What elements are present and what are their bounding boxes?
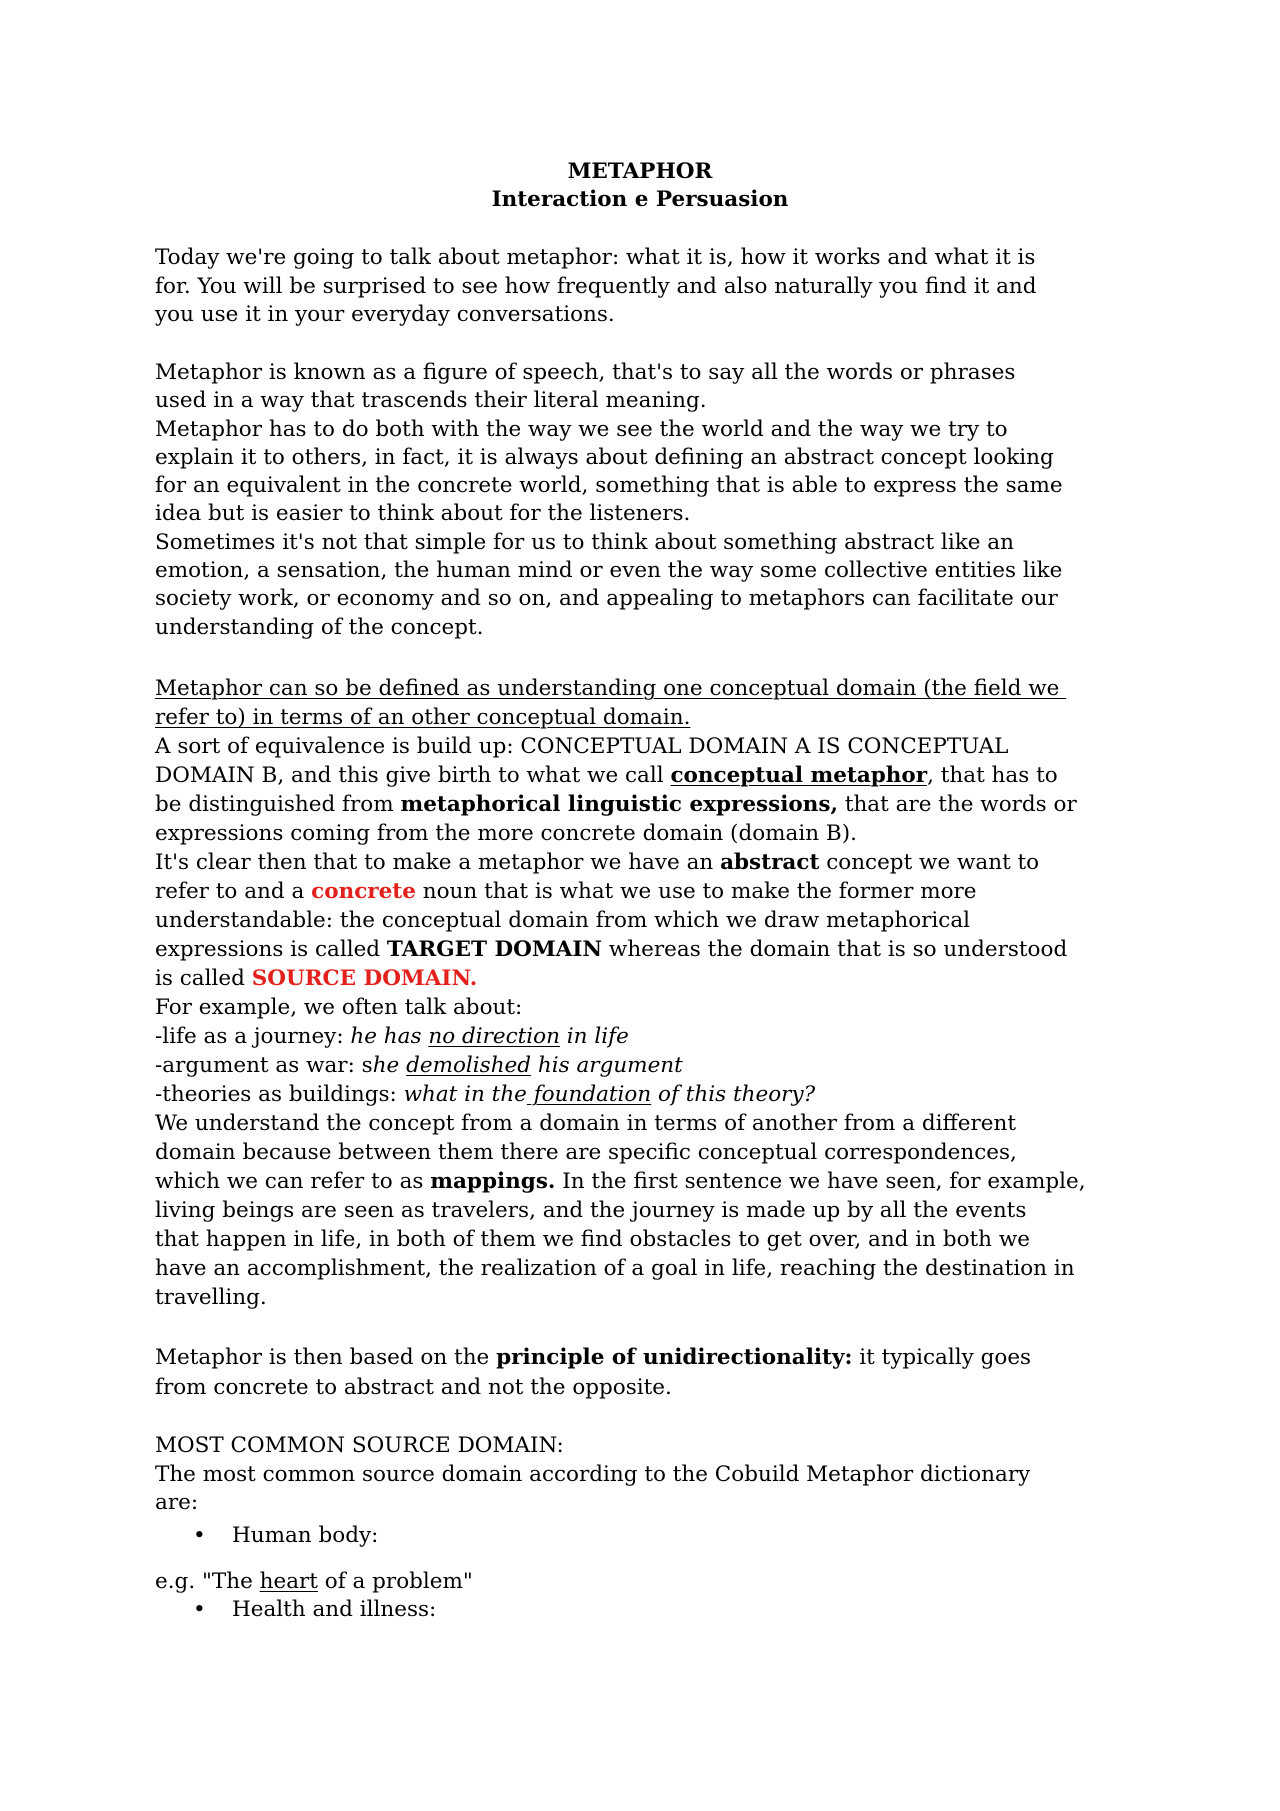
term-concrete: concrete [311, 879, 416, 904]
example-sentence: in life [559, 1024, 629, 1049]
bullet-icon: • [193, 1597, 206, 1622]
line-text: whereas the domain that is so understood [602, 937, 1068, 962]
conceptual-line: living beings are seen as travelers, and the journey is made up by all the events [155, 1198, 1027, 1223]
definition-paragraph [155, 359, 1255, 642]
definition-line: society work, or economy and so on, and appealing to metaphors can facilitate our [155, 586, 1058, 612]
example-argument-as-war [155, 1051, 1255, 1080]
example-theories-as-buildings [155, 1080, 1255, 1109]
line-text: expressions is called [155, 937, 387, 962]
example-heart-of-problem [155, 1568, 1255, 1596]
definition-line: Sometimes it's not that simple for us to think about something abstract like an [155, 529, 1014, 555]
term-principle-of-unidirectionality: principle of unidirectionality: [496, 1345, 853, 1370]
line-text: , that has to [927, 763, 1058, 788]
example-sentence: of this theory? [651, 1082, 816, 1107]
definition-line: Metaphor has to do both with the way we see the world and the way we try to [155, 416, 1008, 442]
conceptual-line: understandable: the conceptual domain from which we draw metaphorical [155, 908, 971, 933]
line-text: noun that is what we use to make the former more [415, 879, 977, 904]
line-text: DOMAIN B, and this give birth to what we call [155, 763, 671, 788]
line-text: that are the words or [837, 792, 1077, 817]
unidirectionality-line [155, 1343, 1255, 1373]
definition-line: Metaphor is known as a figure of speech, that's to say all the words or phrases [155, 360, 1016, 385]
bullet-icon: • [193, 1523, 206, 1548]
unidirectionality-line: from concrete to abstract and not the opposite. [155, 1375, 672, 1400]
line-text: of a problem" [317, 1569, 473, 1594]
page-subtitle: Interaction e Persuasion [491, 187, 789, 212]
line-text: In the first sentence we have seen, for example, [555, 1169, 1086, 1194]
term-metaphorical-linguistic-expressions: metaphorical linguistic expressions, [400, 792, 838, 817]
conceptual-line: travelling. [155, 1285, 267, 1310]
list-item-label: Human body: [232, 1523, 379, 1548]
line-text: It's clear then that to make a metaphor we have an [155, 850, 721, 875]
intro-line: for. You will be surprised to see how frequently and also naturally you find it and [155, 273, 1037, 299]
example-sentence: he [372, 1053, 407, 1078]
conceptual-line [155, 935, 1255, 964]
intro-line: you use it in your everyday conversations. [155, 302, 615, 327]
conceptual-line [155, 877, 1255, 906]
conceptual-line [155, 761, 1255, 790]
definition-line: for an equivalent in the concrete world, something that is able to express the same [155, 473, 1063, 499]
term-conceptual-metaphor: conceptual metaphor [670, 763, 928, 788]
conceptual-line: We understand the concept from a domain in terms of another from a different [155, 1111, 1016, 1136]
conceptual-line: A sort of equivalence is build up: CONCEPTUAL DOMAIN A IS CONCEPTUAL [155, 734, 1009, 759]
list-item-human-body [155, 1522, 1255, 1550]
line-text: -argument as war: s [155, 1053, 373, 1078]
list-item-label: Health and illness: [232, 1597, 437, 1622]
definition-statement-line: refer to) in terms of an other conceptual domain. [155, 705, 691, 730]
conceptual-line [155, 964, 1255, 993]
definition-line: understanding of the concept. [155, 614, 484, 640]
list-item [155, 1596, 1255, 1624]
definition-line: idea but is easier to think about for the listeners. [155, 501, 691, 527]
line-text: -life as a journey: [155, 1024, 351, 1049]
definition-statement-line: Metaphor can so be defined as understanding one conceptual domain (the field we [155, 676, 1067, 701]
line-text: e.g. "The [155, 1569, 260, 1594]
example-keyword: no direction [428, 1024, 560, 1049]
definition-line: explain it to others, in fact, it is always about defining an abstract concept looking [155, 444, 1054, 470]
term-abstract: abstract [720, 850, 820, 875]
term-mappings: mappings. [430, 1169, 556, 1194]
example-sentence: what in the [403, 1082, 527, 1107]
definition-line: used in a way that trascends their literal meaning. [155, 388, 707, 414]
definition-line: emotion, a sensation, the human mind or even the way some collective entities like [155, 558, 1063, 584]
conceptual-line: For example, we often talk about: [155, 995, 523, 1020]
title-block [0, 158, 1280, 214]
source-domains-section [155, 1432, 1255, 1518]
line-text: Metaphor is then based on the [155, 1345, 497, 1370]
conceptual-line [155, 790, 1255, 819]
source-domain-line: The most common source domain according to the Cobuild Metaphor dictionary [155, 1461, 1031, 1487]
conceptual-line: that happen in life, in both of them we find obstacles to get over, and in both we [155, 1227, 1030, 1252]
conceptual-line [155, 1167, 1255, 1196]
list-item [155, 1522, 1255, 1550]
unidirectionality-paragraph [155, 1343, 1255, 1403]
example-keyword: heart [259, 1569, 318, 1594]
line-text: be distinguished from [155, 792, 401, 817]
conceptual-metaphor-section [155, 674, 1255, 1312]
example-keyword: foundation [526, 1082, 652, 1107]
list-item-health-and-illness [155, 1596, 1255, 1624]
line-text: is called [155, 966, 252, 991]
intro-paragraph [155, 244, 1255, 330]
line-text: it typically goes [852, 1345, 1032, 1370]
conceptual-line: domain because between them there are specific conceptual correspondences, [155, 1140, 1017, 1165]
page-title: METAPHOR [567, 159, 713, 184]
source-domain-heading: MOST COMMON SOURCE DOMAIN: [155, 1433, 564, 1458]
term-source-domain: SOURCE DOMAIN. [251, 966, 478, 991]
example-life-as-journey [155, 1022, 1255, 1051]
example-sentence: he has [350, 1024, 429, 1049]
term-target-domain: TARGET DOMAIN [386, 937, 603, 962]
source-domain-line: are: [155, 1490, 199, 1515]
example-line [155, 1568, 1255, 1596]
intro-line: Today we're going to talk about metaphor: what it is, how it works and what it is [155, 245, 1036, 270]
line-text: -theories as buildings: [155, 1082, 404, 1107]
example-keyword: demolished [406, 1053, 532, 1078]
conceptual-line: have an accomplishment, the realization of a goal in life, reaching the destination in [155, 1256, 1075, 1281]
line-text: concept we want to [819, 850, 1040, 875]
example-sentence: his argument [531, 1053, 683, 1078]
line-text: which we can refer to as [155, 1169, 431, 1194]
conceptual-line [155, 848, 1255, 877]
line-text: refer to and a [155, 879, 312, 904]
conceptual-line: expressions coming from the more concrete domain (domain B). [155, 821, 857, 846]
